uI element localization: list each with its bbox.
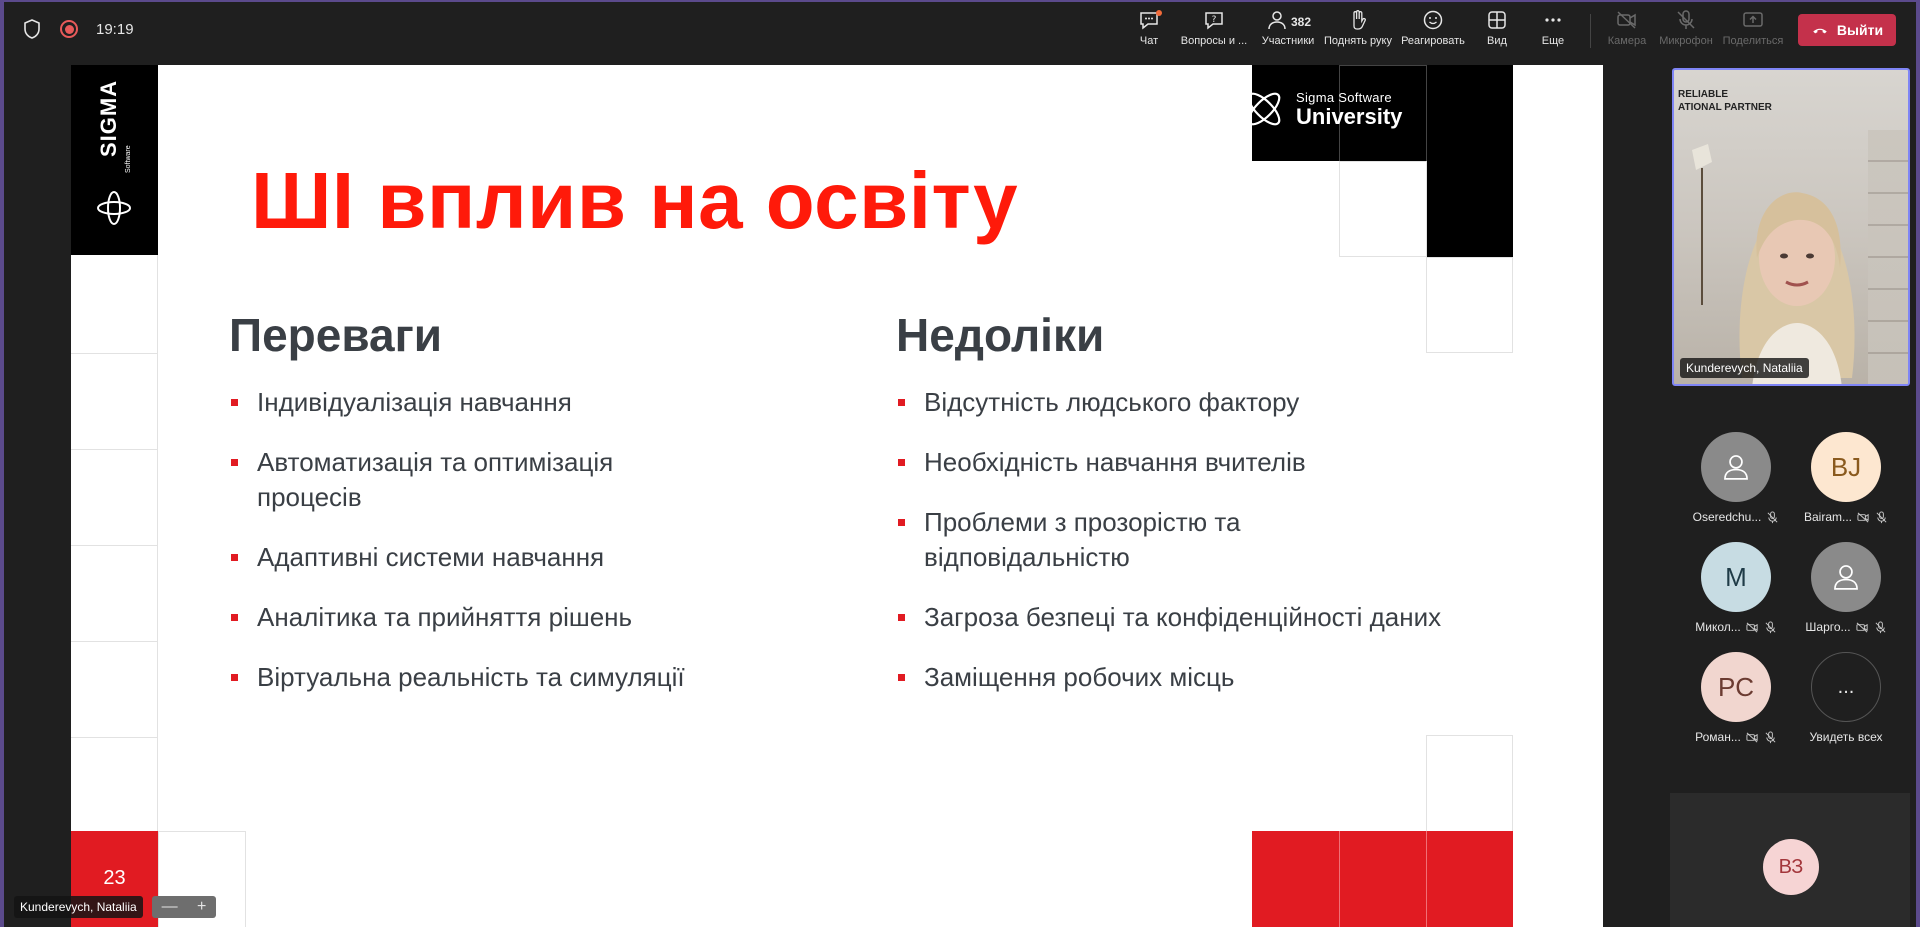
share-label: Поделиться (1722, 35, 1784, 47)
leave-label: Выйти (1836, 22, 1884, 38)
cons-item-text: Загроза безпеці та конфіденційності даних (924, 602, 1442, 632)
camera-off-icon (1857, 511, 1870, 524)
more-button[interactable] (1538, 8, 1568, 54)
grid-line (1339, 831, 1340, 927)
more-label: Еще (1541, 35, 1565, 47)
mic-label: Микрофон (1659, 35, 1713, 47)
participant-name: Oseredchu... (1692, 510, 1762, 524)
slide-number: 23 (103, 867, 126, 889)
bullet-square-icon (231, 399, 238, 406)
cons-item (896, 505, 1296, 575)
pros-item (229, 385, 709, 420)
participant-name: Bairam... (1803, 510, 1852, 524)
bullet-square-icon (231, 614, 238, 621)
university-logo-line2: University (1296, 103, 1403, 129)
svg-text:?: ? (1211, 15, 1217, 25)
participants-count: 382 (1290, 14, 1312, 29)
mic-muted-icon (1764, 621, 1777, 634)
grid-line (71, 737, 158, 738)
decor-black-square (1426, 161, 1513, 257)
cons-item (896, 445, 1516, 480)
person-icon (1719, 450, 1753, 484)
pros-item (229, 600, 709, 635)
cons-item-text: Відсутність людського фактору (924, 387, 1300, 417)
speaker-name-tag: Kunderevych, Nataliia (1680, 358, 1809, 378)
bullet-square-icon (898, 674, 905, 681)
see-all-label: Увидеть всех (1809, 730, 1883, 744)
mic-off-icon (1674, 8, 1698, 32)
chat-button[interactable] (1134, 8, 1164, 54)
slide-left-column (71, 65, 158, 927)
grid-icon (1485, 8, 1509, 32)
cons-item (896, 660, 1516, 695)
participant-name: Шарго... (1805, 620, 1851, 634)
participant-tile[interactable] (1796, 542, 1896, 634)
slide-title: ШІ вплив на освіту (251, 156, 1019, 245)
phone-hangup-icon (1811, 21, 1829, 39)
raise-hand-label: Поднять руку (1324, 35, 1392, 47)
participant-name: Микол... (1695, 620, 1741, 634)
recording-icon (60, 20, 78, 38)
avatar: M (1701, 542, 1771, 612)
university-logo-line1: Sigma Software (1296, 89, 1392, 105)
camera-off-icon (1746, 731, 1759, 744)
avatar: PC (1701, 652, 1771, 722)
bullet-square-icon (231, 674, 238, 681)
sigma-logo-block (71, 65, 158, 255)
cons-item (896, 600, 1516, 635)
sigma-brand-subtext: Software (125, 145, 132, 173)
pros-item (229, 445, 709, 515)
mic-muted-icon (1874, 621, 1887, 634)
mic-muted-icon (1766, 511, 1779, 524)
view-button[interactable] (1482, 8, 1512, 54)
leave-button[interactable] (1798, 14, 1896, 46)
participants-button[interactable] (1260, 8, 1316, 54)
react-button[interactable] (1400, 8, 1466, 54)
university-logo (1242, 87, 1402, 131)
cons-item (896, 385, 1516, 420)
mic-button[interactable] (1656, 8, 1716, 54)
decor-red-block (1252, 831, 1513, 927)
pros-item-text: Адаптивні системи навчання (257, 542, 605, 572)
pros-item-text: Віртуальна реальність та симуляції (257, 662, 685, 692)
top-toolbar (0, 0, 1920, 62)
grid-square (1426, 735, 1513, 835)
camera-label: Камера (1607, 35, 1647, 47)
person-icon (1829, 560, 1863, 594)
grid-square (1339, 161, 1427, 257)
speaker-video-tile[interactable] (1672, 68, 1910, 386)
cons-item-text: Заміщення робочих місць (924, 662, 1235, 692)
share-button[interactable] (1722, 8, 1784, 54)
avatar: BJ (1811, 432, 1881, 502)
grid-line (71, 641, 158, 642)
hand-icon (1346, 8, 1370, 32)
pros-list (229, 385, 709, 720)
sigma-brand-text: SIGMA (96, 79, 121, 157)
see-all-participants-button[interactable] (1796, 652, 1896, 744)
camera-off-icon (1746, 621, 1759, 634)
react-label: Реагировать (1401, 35, 1465, 47)
avatar (1811, 542, 1881, 612)
background-poster: RELIABLE ATIONAL PARTNER (1678, 89, 1772, 113)
share-screen-icon (1741, 8, 1765, 32)
participant-tile[interactable] (1686, 432, 1786, 524)
presentation-slide (71, 65, 1603, 927)
bullet-square-icon (231, 554, 238, 561)
grid-square (1426, 257, 1513, 353)
participant-tile[interactable] (1796, 432, 1896, 524)
qa-button[interactable] (1178, 8, 1250, 54)
participants-label: Участники (1261, 35, 1315, 47)
zoom-out-icon[interactable]: — (161, 898, 178, 915)
pros-item (229, 660, 709, 695)
bullet-square-icon (898, 459, 905, 466)
toolbar-divider (1590, 14, 1591, 48)
pros-item-text: Автоматизація та оптимізація процесів (257, 447, 614, 512)
grid-line (71, 545, 158, 546)
camera-off-icon (1856, 621, 1869, 634)
mic-muted-icon (1875, 511, 1888, 524)
more-icon: ... (1811, 652, 1881, 722)
bullet-square-icon (898, 399, 905, 406)
pros-item-text: Аналітика та прийняття рішень (257, 602, 633, 632)
grid-line (1426, 831, 1427, 927)
more-icon (1541, 8, 1565, 32)
pros-item (229, 540, 709, 575)
presenter-name-tag: Kunderevych, Nataliia (14, 896, 143, 918)
camera-button[interactable] (1604, 8, 1650, 54)
participant-tile[interactable] (1686, 652, 1786, 744)
smiley-icon (1421, 8, 1445, 32)
people-icon (1265, 8, 1289, 32)
participant-tile[interactable] (1686, 542, 1786, 634)
pros-heading: Переваги (229, 309, 443, 361)
view-label: Вид (1487, 35, 1507, 47)
avatar (1701, 432, 1771, 502)
zoom-in-icon[interactable]: + (196, 898, 207, 915)
participant-name: Роман... (1695, 730, 1741, 744)
chat-unread-dot (1156, 10, 1162, 16)
cons-list (896, 385, 1516, 720)
meeting-timer: 19:19 (96, 20, 134, 38)
question-icon (1202, 8, 1226, 32)
avatar: ВЗ (1763, 839, 1819, 895)
cons-item-text: Необхідність навчання вчителів (924, 447, 1306, 477)
bullet-square-icon (898, 614, 905, 621)
camera-off-icon (1615, 8, 1639, 32)
grid-line (71, 353, 158, 354)
speaker-silhouette (1712, 148, 1882, 386)
raise-hand-button[interactable] (1322, 8, 1394, 54)
zoom-control (152, 896, 216, 918)
pros-item-text: Індивідуалізація навчання (257, 387, 572, 417)
sigma-atom-icon (1242, 87, 1286, 131)
shield-icon[interactable] (22, 18, 42, 40)
bullet-square-icon (231, 459, 238, 466)
background-lamp (1688, 140, 1714, 310)
shared-content-stage (4, 62, 1664, 927)
bullet-square-icon (898, 519, 905, 526)
chat-label: Чат (1139, 35, 1159, 47)
cons-heading: Недоліки (896, 309, 1105, 361)
meeting-status (22, 18, 134, 40)
grid-line (71, 449, 158, 450)
qa-label: Вопросы и ... (1180, 35, 1248, 47)
participant-video-tile[interactable] (1670, 793, 1910, 927)
cons-item-text: Проблеми з прозорістю та відповідальністю (924, 507, 1241, 572)
mic-muted-icon (1764, 731, 1777, 744)
